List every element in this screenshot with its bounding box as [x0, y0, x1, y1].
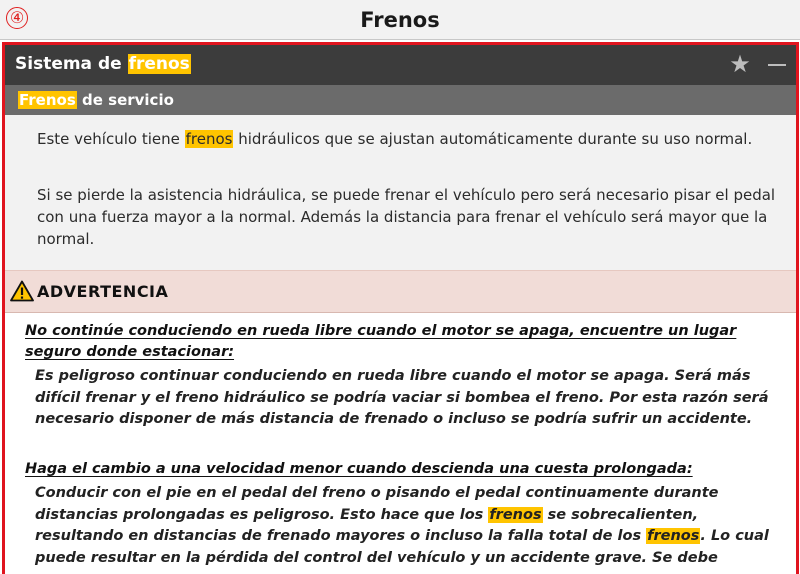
search-highlight: frenos	[185, 130, 233, 148]
body-paragraph-1: Este vehículo tiene frenos hidráulicos que se ajustan automáticamente durante su uso normal.	[37, 130, 753, 148]
step-number-badge: ④	[6, 7, 28, 29]
warning-body	[5, 312, 796, 574]
warning-item-heading: seguro donde estacionar:	[25, 344, 235, 360]
warning-item-text: Es peligroso continuar conduciendo en rueda libre cuando el motor se apaga. Será más difícil frenar y el freno hidráulico se podría vaciar si bombea el freno. Por esta razón será necesario disponer de más distancia de frenado o incluso se podría sufrir un accidente.	[35, 368, 769, 427]
top-bar	[0, 0, 800, 40]
search-highlight: Frenos	[19, 91, 76, 109]
subsection-title: Frenos de servicio	[19, 91, 174, 109]
warning-item-heading: No continúe conduciendo en rueda libre cuando el motor se apaga, encuentre un lugar	[25, 323, 737, 339]
page-title: Frenos	[360, 8, 440, 32]
favorite-star-icon[interactable]: ★	[729, 50, 751, 78]
collapse-minus-icon[interactable]	[768, 64, 786, 66]
warning-title: ADVERTENCIA	[37, 282, 169, 301]
warning-item-text: Conducir con el pie en el pedal del freno o pisando el pedal continuamente durante distancias prolongadas es peligroso. Esto hace que los frenos se sobrecalienten, resultando en distancias de frenado mayores o incluso la falla total de los frenos. Lo cual puede resultar en la pérdida del control del vehículo y un accidente grave. Se debe	[35, 485, 769, 566]
search-highlight: frenos	[128, 54, 190, 74]
subsection-header	[5, 85, 796, 115]
section-body	[5, 115, 796, 270]
body-paragraph-2: Si se pierde la asistencia hidráulica, se puede frenar el vehículo pero será necesario pisar el pedal con una fuerza mayor a la normal. Además la distancia para frenar el vehículo será mayor que la normal.	[37, 186, 776, 248]
warning-triangle-icon	[10, 280, 34, 302]
section-header	[5, 45, 796, 85]
search-highlight: frenos	[489, 506, 542, 523]
search-highlight: frenos	[647, 528, 700, 544]
highlighted-content-frame	[2, 42, 799, 574]
warning-header	[5, 270, 796, 312]
warning-item-heading: Haga el cambio a una velocidad menor cuando descienda una cuesta prolongada:	[25, 461, 693, 477]
section-title: Sistema de frenos	[15, 54, 190, 74]
